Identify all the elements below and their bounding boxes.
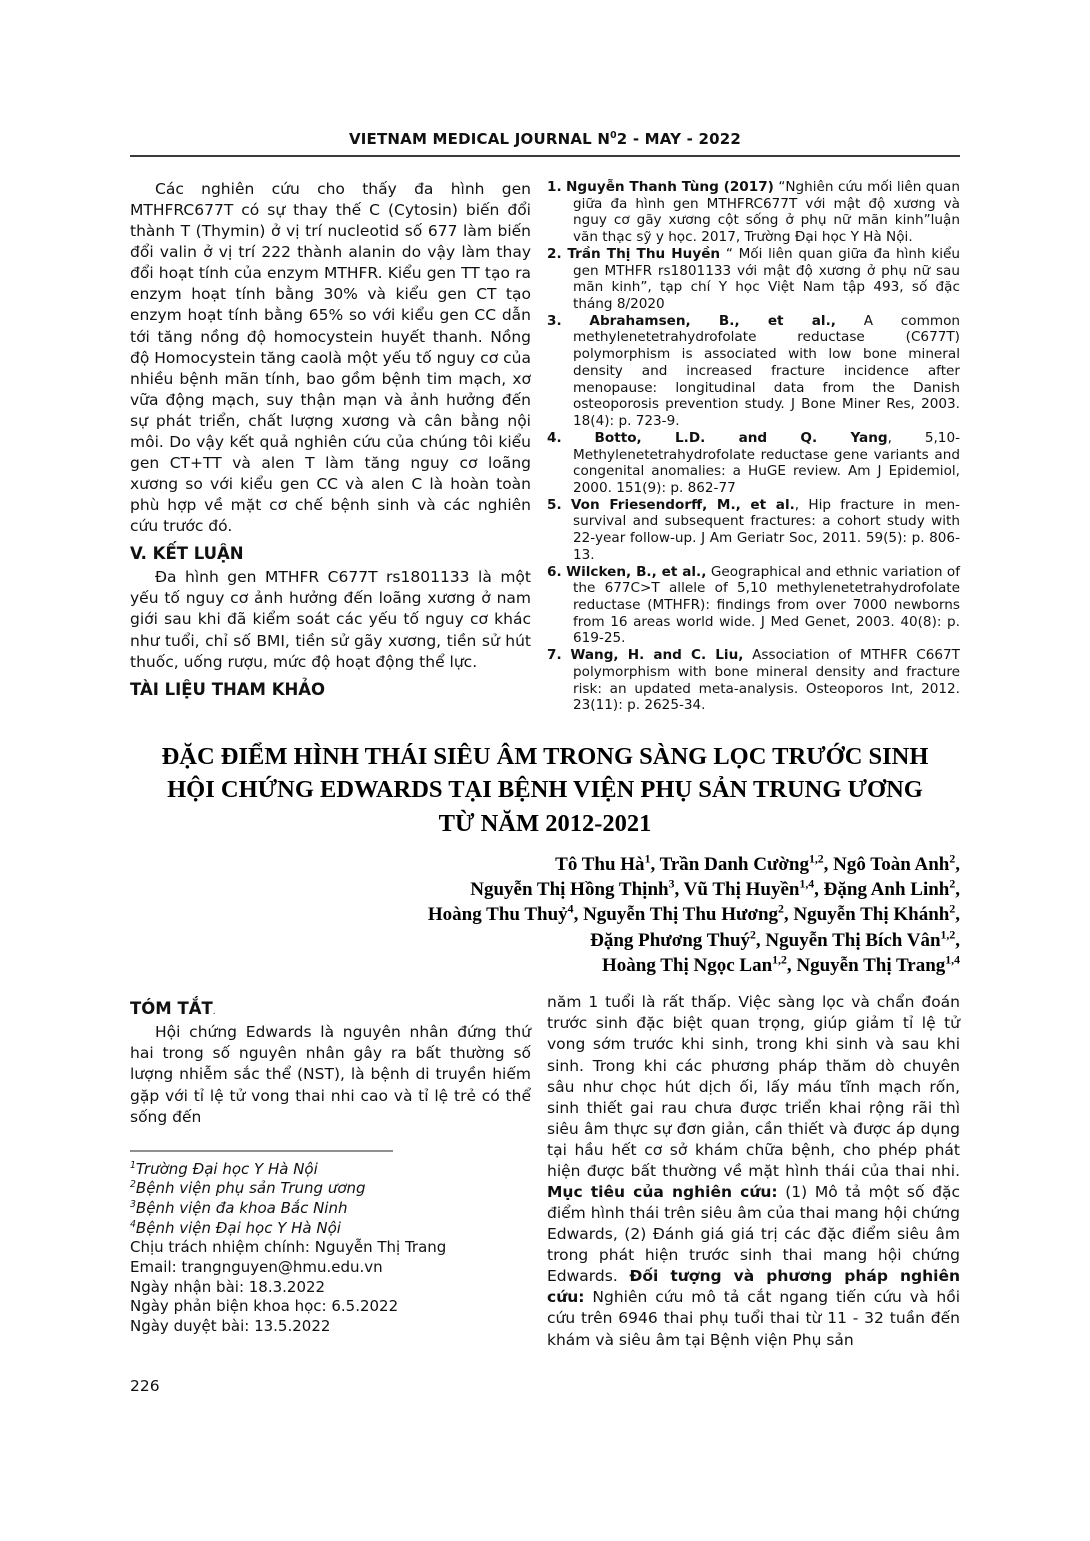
- reference-authors: Von Friesendorff, M., et al.: [570, 496, 795, 513]
- footnote-line: $^4$Bệnh viện Đại học Y Hà Nội: [130, 1218, 341, 1237]
- references-list: [547, 179, 960, 714]
- footnote-line: $^3$Bệnh viện đa khoa Bắc Ninh: [130, 1198, 348, 1217]
- reference-authors: Wang, H. and C. Liu,: [570, 647, 744, 664]
- footnote-line: Ngày duyệt bài: 13.5.2022: [130, 1316, 331, 1335]
- footnote-line: $^1$Trường Đại học Y Hà Nội: [130, 1159, 318, 1178]
- reference-item: [547, 497, 960, 564]
- article-title: [130, 740, 960, 840]
- reference-text: , Hip fracture in men-survival and subsequent fractures: a cohort study with 22-year follow-up. J Am Geriatr Soc, 2011. 59(5): p. 806-13.: [573, 496, 961, 563]
- footnote-line: Ngày nhận bài: 18.3.2022: [130, 1277, 326, 1296]
- top-two-column-section: [130, 179, 960, 714]
- reference-text: “ Mối liên quan giữa đa hình kiểu gen MTHFR rs1801133 với mật độ xương ở phụ nữ sau mãn kinh”, tạp chí Y học Việt Nam tập 493, số đặc tháng 8/2020: [573, 245, 960, 313]
- abstract-left-column: [130, 992, 531, 1350]
- abstract-right-column: [547, 992, 960, 1350]
- reference-authors: Nguyễn Thanh Tùng (2017): [566, 179, 774, 195]
- footnote-divider: [130, 1150, 393, 1152]
- abstract-paragraph-left: Hội chứng Edwards là nguyên nhân đứng thứ hai trong số nguyên nhân gây ra bất thường số lượng nhiễm sắc thể (NST), là bệnh di truyền hiếm gặp với tỉ lệ tử vong thai nhi cao và tỉ lệ trẻ có thể sống đến: [130, 1023, 531, 1126]
- reference-text: , 5,10-Methylenetetrahydrofolate reductase gene variants and congenital anomalies: a HuGE review. Am J Epidemiol, 2000. 151(9): p. 862-77: [573, 429, 960, 496]
- reference-authors: Abrahamsen, B., et al.,: [589, 312, 836, 329]
- reference-text: A common methylenetetrahydrofolate reductase (C677T) polymorphism is associated with low bone mineral density and increased fracture incidence after menopause: longitudinal data from the Danish osteoporosis prevention study. J Bone Miner Res, 2003. 18(4): p. 723-9.: [573, 312, 960, 430]
- discussion-column: [130, 179, 531, 714]
- author-line: Đặng Phương Thuý$^2$, Nguyễn Thị Bích Vân$^{1,2}$,: [590, 928, 960, 951]
- author-line: Tô Thu $Hà^1$, Trần Danh Cường$^{1,2}$, Ngô Toàn Anh$^2$,: [555, 852, 960, 875]
- reference-text: “Nghiên cứu mối liên quan giữa đa hình gen MTHFRC677T với mật độ xương và nguy cơ gãy xương cột sống ở phụ nữ mãn kinh”luận văn thạc sỹ y học. 2017, Trường Đại học Y Hà Nội.: [573, 179, 960, 246]
- footnote-line: Email: trangnguyen@hmu.edu.vn: [130, 1257, 383, 1276]
- journal-title: VIETNAM MEDICAL JOURNAL $N^02$ - MAY - 2022: [348, 130, 742, 148]
- article-title-line: ĐẶC ĐIỂM HÌNH THÁI SIÊU ÂM TRONG SÀNG LỌC TRƯỚC SINH: [161, 743, 929, 770]
- references-heading: TÀI LIỆU THAM KHẢO: [130, 679, 326, 699]
- footnote-line: Chịu trách nhiệm chính: Nguyễn Thị Trang: [130, 1238, 447, 1257]
- reference-text: Association of MTHFR C667T polymorphism with bone mineral density and fracture risk: an updated meta-analysis. Osteoporos Int, 2012. 23(11): p. 2625-34.: [573, 647, 960, 714]
- article-authors: [130, 852, 960, 978]
- conclusion-heading: V. KẾT LUẬN: [130, 544, 244, 564]
- footnotes: [130, 1160, 531, 1337]
- conclusion-paragraph: Đa hình gen MTHFR C677T rs1801133 là một yếu tố nguy cơ ảnh hưởng đến loãng xương ở nam giới sau khi đã kiểm soát các yếu tố nguy cơ khác như tuổi, chỉ số BMI, tiền sử gãy xương, tiền sử hút thuốc, uống rượu, mức độ hoạt động thể lực.: [130, 568, 531, 671]
- reference-number: 2.: [547, 245, 562, 262]
- reference-item: [547, 647, 960, 714]
- author-line: Nguyễn Thị Hồng Thịnh$^3$, Vũ Thị Huyền$^{1,4}$, Đặng Anh Linh$^2$,: [470, 877, 960, 901]
- abstract-paragraph-right: năm 1 tuổi là rất thấp. Việc sàng lọc và chẩn đoán trước sinh đặc biệt quan trọng, giúp giảm tỉ lệ tử vong sớm trước khi sinh, trong khi sinh và sau khi sinh. Trong khi các phương pháp thăm dò chuyên sâu như chọc hút dịch ối, lấy máu tĩnh mạch rốn, sinh thiết gai rau chưa được triển khai rộng rãi thì siêu âm thực sự đơn giản, cần thiết và được áp dụng tại hầu hết cơ sở khám chữa bệnh, cho phép phát hiện được bất thường về mặt hình thái của thai nhi. Mục tiêu của nghiên cứu: (1) Mô tả một số đặc điểm hình thái trên siêu âm của thai mang hội chứng Edwards, (2) Đánh giá giá trị các đặc điểm siêu âm trong phát hiện trước sinh thai mang hội chứng Edwards. Đối tượng và phương pháp nghiên cứu: Nghiên cứu mô tả cắt ngang tiến cứu và hồi cứu trên 6946 thai phụ tuổi thai từ 11 - 32 tuần đến khám và siêu âm tại Bệnh viện Phụ sản: [547, 993, 960, 1349]
- abstract-heading: TÓM TẮT.: [130, 999, 216, 1019]
- reference-number: 5.: [547, 496, 562, 513]
- abstract-two-column-section: [130, 992, 960, 1350]
- reference-item: [547, 179, 960, 246]
- discussion-paragraph: Các nghiên cứu cho thấy đa hình gen MTHFRC677T có sự thay thế C (Cytosin) biến đổi thành T (Thymin) ở vị trí nucleotid số 677 làm biến đổi valin ở vị trí 222 thành alanin do vậy làm thay đổi hoạt tính của enzym MTHFR. Kiểu gen TT tạo ra enzym hoạt tính bằng 30% và kiểu gen CT tạo enzym hoạt tính bằng 65% so với kiểu gen CC dẫn tới tăng nồng độ homocystein huyết thanh. Nồng độ Homocystein tăng caolà một yếu tố nguy cơ của nhiều bệnh mãn tính, bao gồm bệnh tim mạch, xơ vữa động mạch, suy thận mạn và ảnh hưởng đến sự phát triển, chất lượng xương và cân bằng nội môi. Do vậy kết quả nghiên cứu của chúng tôi kiểu gen CT+TT và alen T làm tăng nguy cơ loãng xương so với kiểu gen CC và alen C là hoàn toàn phù hợp về mặt cơ chế bệnh sinh và các nghiên cứu trước đó.: [130, 180, 531, 536]
- reference-number: 4.: [547, 429, 562, 446]
- author-line: Hoàng Thu Thuỷ$^4$, Nguyễn Thị Thu Hương$^2$, Nguyễn Thị Khánh$^2$,: [427, 903, 960, 926]
- page-number: 226: [130, 1376, 160, 1395]
- reference-number: 3.: [547, 312, 562, 329]
- article-title-line: HỘI CHỨNG EDWARDS TẠI BỆNH VIỆN PHỤ SẢN TRUNG ƯƠNG: [167, 776, 923, 804]
- journal-header: [130, 130, 960, 157]
- reference-number: 6.: [547, 563, 562, 580]
- author-line: Hoàng Thị Ngọc Lan$^{1,2}$, Nguyễn Thị Trang$^{1,4}$: [602, 953, 960, 976]
- footnote-line: Ngày phản biện khoa học: 6.5.2022: [130, 1297, 399, 1316]
- reference-authors: Botto, L.D. and Q. Yang: [594, 429, 888, 446]
- reference-item: [547, 246, 960, 313]
- reference-item: [547, 313, 960, 430]
- article-title-line: TỪ NĂM 2012-2021: [438, 809, 652, 837]
- abstract-heading-dot: .: [212, 1007, 216, 1018]
- reference-authors: Trần Thị Thu Huyền: [567, 245, 721, 262]
- reference-item: [547, 430, 960, 497]
- reference-number: 7.: [547, 647, 562, 664]
- reference-number: 1.: [547, 179, 562, 195]
- reference-text: Geographical and ethnic variation of the 677C>T allele of 5,10 methylenetetrahydrofolate reductase (MTHFR): findings from over 7000 newborns from 16 areas world wide. J Med Genet, 2003. 40(8): p. 619-25.: [573, 563, 961, 647]
- footnote-line: $^2$Bệnh viện phụ sản Trung ương: [130, 1179, 366, 1198]
- reference-authors: Wilcken, B., et al.,: [566, 563, 707, 580]
- reference-item: [547, 564, 960, 648]
